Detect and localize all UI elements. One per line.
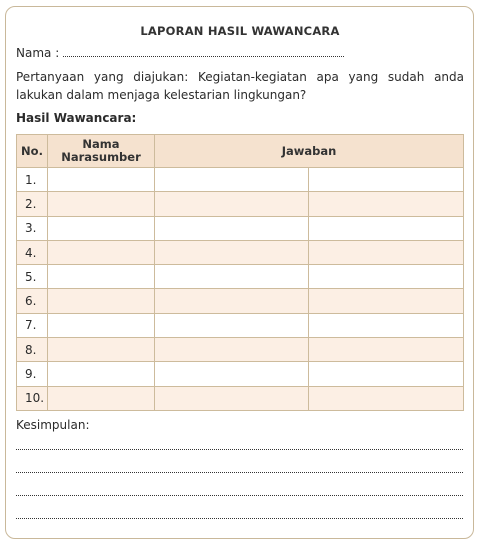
- row-number: 8.: [17, 338, 48, 362]
- nama-cell[interactable]: [48, 289, 155, 313]
- row-number: 1.: [17, 168, 48, 192]
- table-row: [17, 362, 464, 386]
- page-title: LAPORAN HASIL WAWANCARA: [140, 24, 340, 38]
- nama-cell[interactable]: [48, 362, 155, 386]
- hasil-wawancara-label: Hasil Wawancara:: [16, 111, 137, 125]
- row-number: 7.: [17, 313, 48, 337]
- nama-cell[interactable]: [48, 265, 155, 289]
- kesimpulan-line[interactable]: [16, 518, 463, 519]
- jawaban-cell[interactable]: [155, 289, 309, 313]
- header-no: No.: [17, 135, 48, 168]
- nama-cell[interactable]: [48, 168, 155, 192]
- row-number: 10.: [17, 386, 48, 410]
- jawaban-cell[interactable]: [309, 313, 464, 337]
- jawaban-cell[interactable]: [309, 240, 464, 264]
- kesimpulan-line[interactable]: [16, 449, 463, 450]
- jawaban-cell[interactable]: [309, 338, 464, 362]
- kesimpulan-line[interactable]: [16, 472, 463, 473]
- jawaban-cell[interactable]: [155, 265, 309, 289]
- jawaban-cell[interactable]: [155, 338, 309, 362]
- jawaban-cell[interactable]: [155, 362, 309, 386]
- header-jawaban: Jawaban: [155, 135, 464, 168]
- nama-label: Nama :: [16, 46, 60, 60]
- table-row: [17, 192, 464, 216]
- table-row: [17, 168, 464, 192]
- jawaban-cell[interactable]: [309, 362, 464, 386]
- row-number: 5.: [17, 265, 48, 289]
- interview-table: [16, 134, 464, 411]
- nama-fill-line[interactable]: [63, 46, 344, 57]
- jawaban-cell[interactable]: [309, 192, 464, 216]
- row-number: 6.: [17, 289, 48, 313]
- row-number: 9.: [17, 362, 48, 386]
- jawaban-cell[interactable]: [309, 216, 464, 240]
- jawaban-cell[interactable]: [309, 265, 464, 289]
- table-row: [17, 338, 464, 362]
- nama-cell[interactable]: [48, 313, 155, 337]
- table-row: [17, 313, 464, 337]
- row-number: 4.: [17, 240, 48, 264]
- jawaban-cell[interactable]: [309, 386, 464, 410]
- table-row: [17, 216, 464, 240]
- jawaban-cell[interactable]: [309, 168, 464, 192]
- kesimpulan-label: Kesimpulan:: [16, 418, 90, 432]
- table-header-row: [17, 135, 464, 168]
- jawaban-cell[interactable]: [155, 168, 309, 192]
- nama-cell[interactable]: [48, 240, 155, 264]
- table-row: [17, 265, 464, 289]
- question-text: Pertanyaan yang diajukan: Kegiatan-kegiatan apa yang sudah anda lakukan dalam menjaga kelestarian lingkungan?: [16, 70, 464, 102]
- nama-cell[interactable]: [48, 216, 155, 240]
- jawaban-cell[interactable]: [155, 240, 309, 264]
- row-number: 3.: [17, 216, 48, 240]
- nama-cell[interactable]: [48, 338, 155, 362]
- row-number: 2.: [17, 192, 48, 216]
- jawaban-cell[interactable]: [309, 289, 464, 313]
- nama-cell[interactable]: [48, 386, 155, 410]
- table-row: [17, 240, 464, 264]
- jawaban-cell[interactable]: [155, 313, 309, 337]
- kesimpulan-line[interactable]: [16, 495, 463, 496]
- header-nama-narasumber: Nama Narasumber: [48, 135, 155, 168]
- table-row: [17, 289, 464, 313]
- jawaban-cell[interactable]: [155, 386, 309, 410]
- jawaban-cell[interactable]: [155, 192, 309, 216]
- table-row: [17, 386, 464, 410]
- nama-field[interactable]: [16, 46, 344, 60]
- jawaban-cell[interactable]: [155, 216, 309, 240]
- nama-cell[interactable]: [48, 192, 155, 216]
